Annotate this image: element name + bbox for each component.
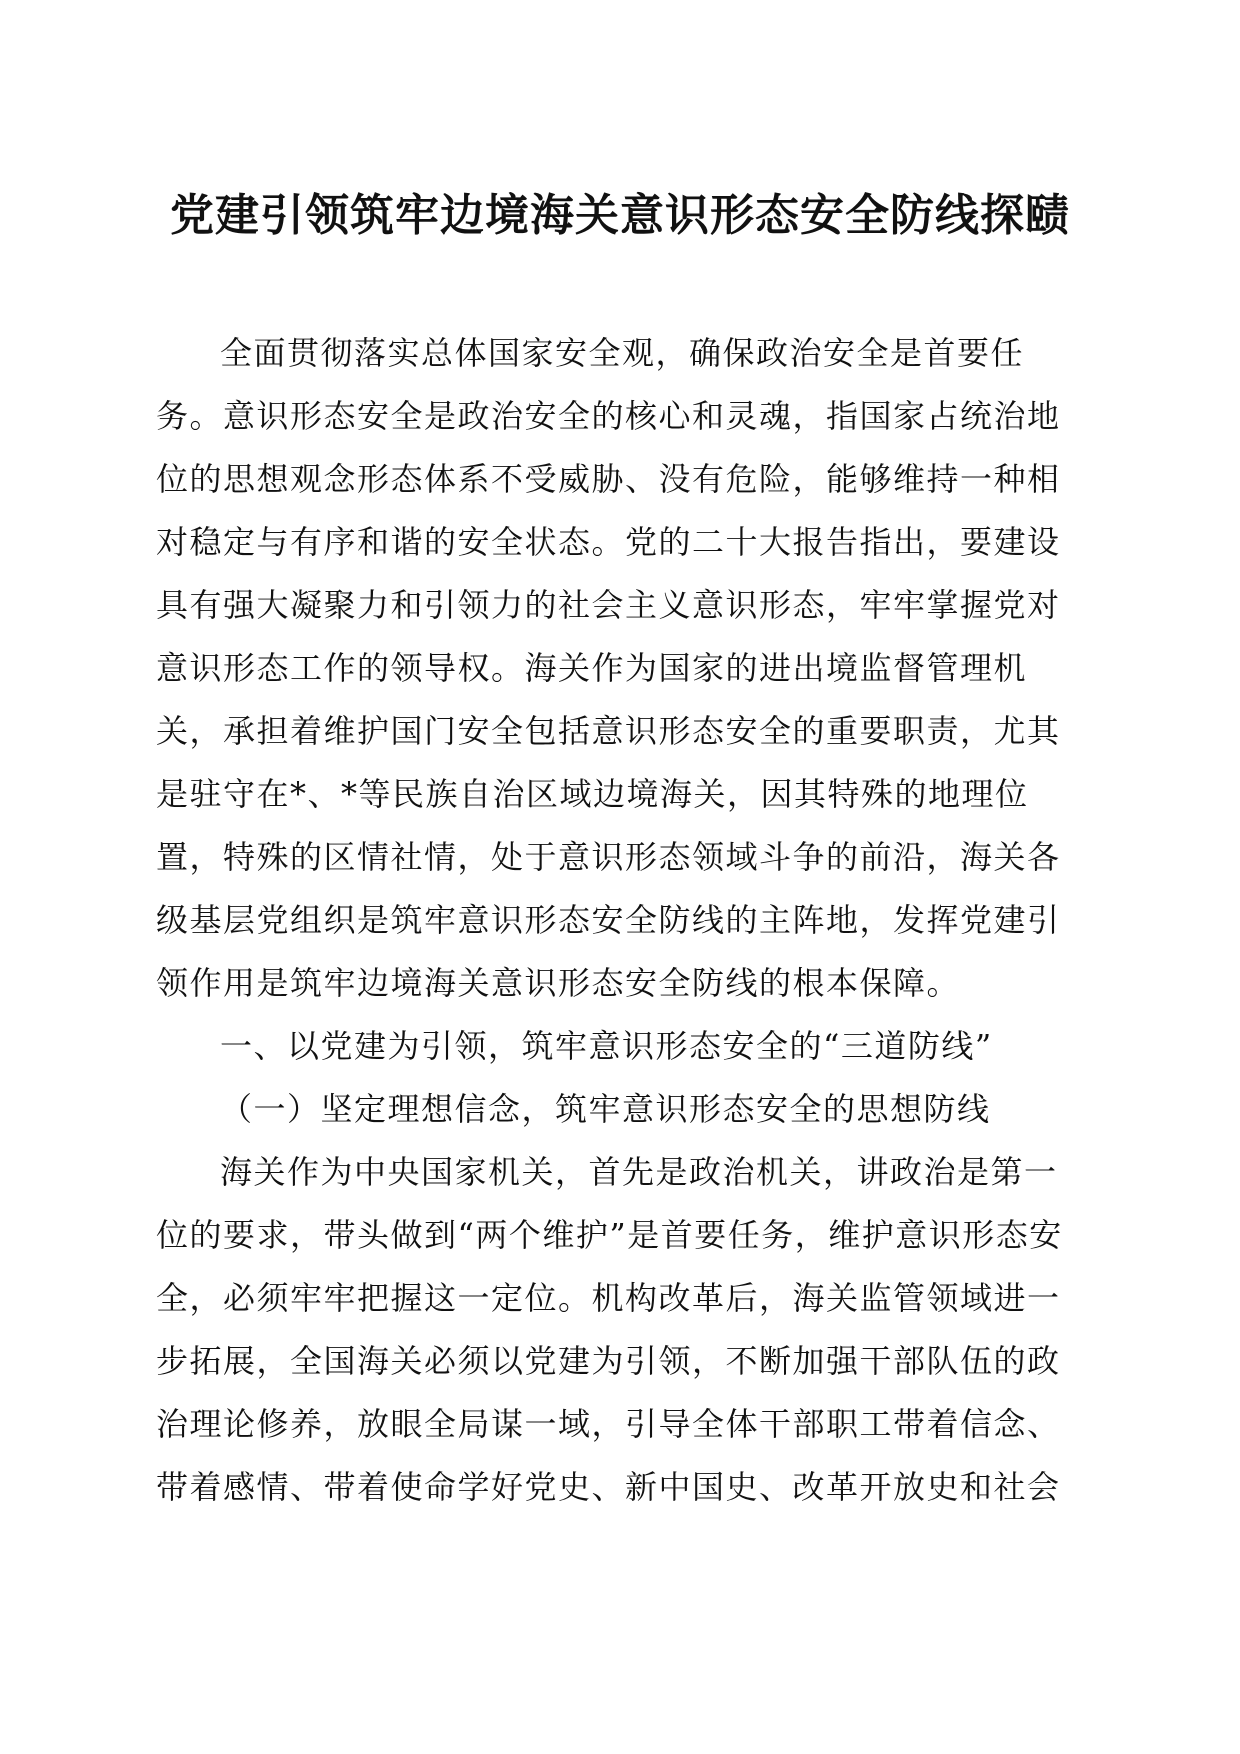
section-heading: 一、以党建为引领，筑牢意识形态安全的“三道防线” xyxy=(220,1027,993,1065)
intro-paragraph: 全面贯彻落实总体国家安全观，确保政治安全是首要任务。意识形态安全是政治安全的核心和灵魂，指国家占统治地位的思想观念形态体系不受威胁、没有危险，能够维持一种相对稳定与有序和谐的安全状态。党的二十大报告指出，要建设具有强大凝聚力和引领力的社会主义意识形态，牢牢掌握党对意识形态工作的领导权。海关作为国家的进出境监督管理机关，承担着维护国门安全包括意识形态安全的重要职责，尤其是驻守在*、*等民族自治区域边境海关，因其特殊的地理位置，特殊的区情社情，处于意识形态领域斗争的前沿，海关各级基层党组织是筑牢意识形态安全防线的主阵地，发挥党建引领作用是筑牢边境海关意识形态安全防线的根本保障。 xyxy=(156,334,1061,1002)
body-paragraph: 海关作为中央国家机关，首先是政治机关，讲政治是第一位的要求，带头做到“两个维护”是首要任务，维护意识形态安全，必须牢牢把握这一定位。机构改革后，海关监管领域进一步拓展，全国海关必须以党建为引领，不断加强干部队伍的政治理论修养，放眼全局谋一域，引导全体干部职工带着信念、带着感情、带着使命学好党史、新中国史、改革开放史和社会 xyxy=(156,1153,1063,1506)
subsection-heading: （一）坚定理想信念，筑牢意识形态安全的思想防线 xyxy=(220,1090,991,1128)
document-body xyxy=(156,322,1076,1519)
document-title: 党建引领筑牢边境海关意识形态安全防线探赜 xyxy=(170,190,1070,241)
